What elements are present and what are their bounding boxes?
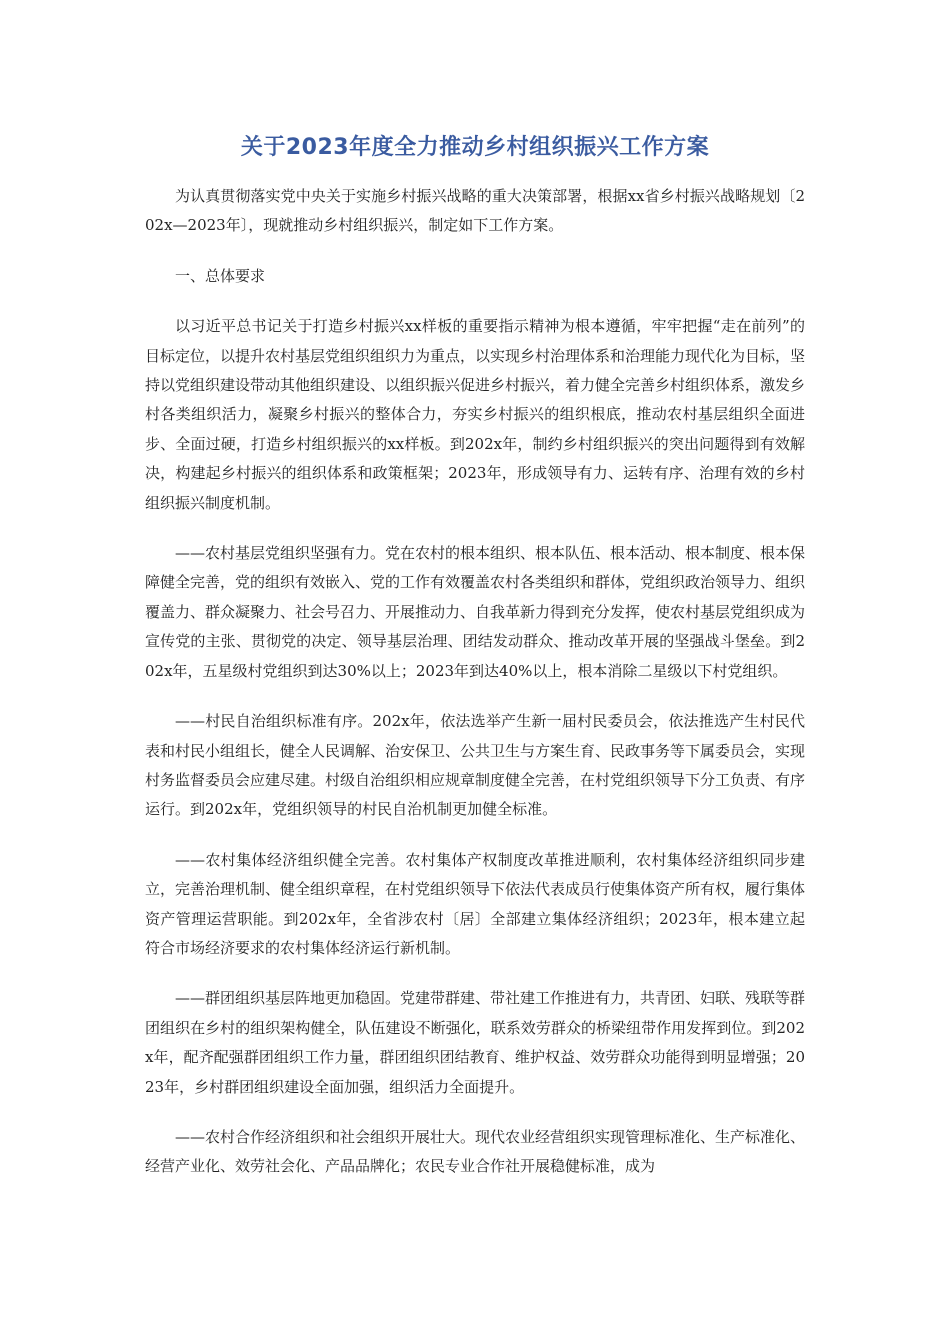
intro-paragraph: 为认真贯彻落实党中央关于实施乡村振兴战略的重大决策部署，根据xx省乡村振兴战略规划〔202x—2023年〕，现就推动乡村组织振兴，制定如下工作方案。 — [145, 187, 805, 235]
body-paragraph: ——群团组织基层阵地更加稳固。党建带群建、带社建工作推进有力，共青团、妇联、残联等群团组织在乡村的组织架构健全，队伍建设不断强化，联系效劳群众的桥梁纽带作用发挥到位。到202x年，配齐配强群团组织工作力量，群团组织团结教育、维护权益、效劳群众功能得到明显增强；2023年，乡村群团组织建设全面加强，组织活力全面提升。 — [145, 989, 806, 1096]
document-title: 关于2023年度全力推动乡村组织振兴工作方案 — [240, 135, 710, 160]
document-body — [145, 182, 805, 1203]
body-paragraph: ——农村合作经济组织和社会组织开展壮大。现代农业经营组织实现管理标准化、生产标准化、经营产业化、效劳社会化、产品品牌化；农民专业合作社开展稳健标准，成为 — [145, 1127, 806, 1176]
body-paragraph: 以习近平总书记关于打造乡村振兴xx样板的重要指示精神为根本遵循，牢牢把握“走在前列”的目标定位，以提升农村基层党组织组织力为重点，以实现乡村治理体系和治理能力现代化为目标，坚持以党组织建设带动其他组织建设、以组织振兴促进乡村振兴，着力健全完善乡村组织体系，激发乡村各类组织活力，凝聚乡村振兴的整体合力，夯实乡村振兴的组织根底，推动农村基层组织全面进步、全面过硬，打造乡村组织振兴的xx样板。到202x年，制约乡村组织振兴的突出问题得到有效解决，构建起乡村振兴的组织体系和政策框架；2023年，形成领导有力、运转有序、治理有效的乡村组织振兴制度机制。 — [145, 317, 806, 512]
body-paragraph: ——村民自治组织标准有序。202x年，依法选举产生新一届村民委员会，依法推选产生村民代表和村民小组组长，健全人民调解、治安保卫、公共卫生与方案生育、民政事务等下属委员会，实现村务监督委员会应建尽建。村级自治组织相应规章制度健全完善，在村党组织领导下分工负责、有序运行。到202x年，党组织领导的村民自治机制更加健全标准。 — [145, 712, 806, 819]
body-paragraph: ——农村集体经济组织健全完善。农村集体产权制度改革推进顺利，农村集体经济组织同步建立，完善治理机制、健全组织章程，在村党组织领导下依法代表成员行使集体资产所有权，履行集体资产管理运营职能。到202x年，全省涉农村〔居〕全部建立集体经济组织；2023年，根本建立起符合市场经济要求的农村集体经济运行新机制。 — [145, 850, 806, 957]
body-paragraph: ——农村基层党组织坚强有力。党在农村的根本组织、根本队伍、根本活动、根本制度、根本保障健全完善，党的组织有效嵌入、党的工作有效覆盖农村各类组织和群体，党组织政治领导力、组织覆盖力、群众凝聚力、社会号召力、开展推动力、自我革新力得到充分发挥，使农村基层党组织成为宣传党的主张、贯彻党的决定、领导基层治理、团结发动群众、推动改革开展的坚强战斗堡垒。到202x年，五星级村党组织到达30%以上；2023年到达40%以上，根本消除二星级以下村党组织。 — [145, 544, 806, 680]
section-heading: 一、总体要求 — [175, 266, 266, 285]
